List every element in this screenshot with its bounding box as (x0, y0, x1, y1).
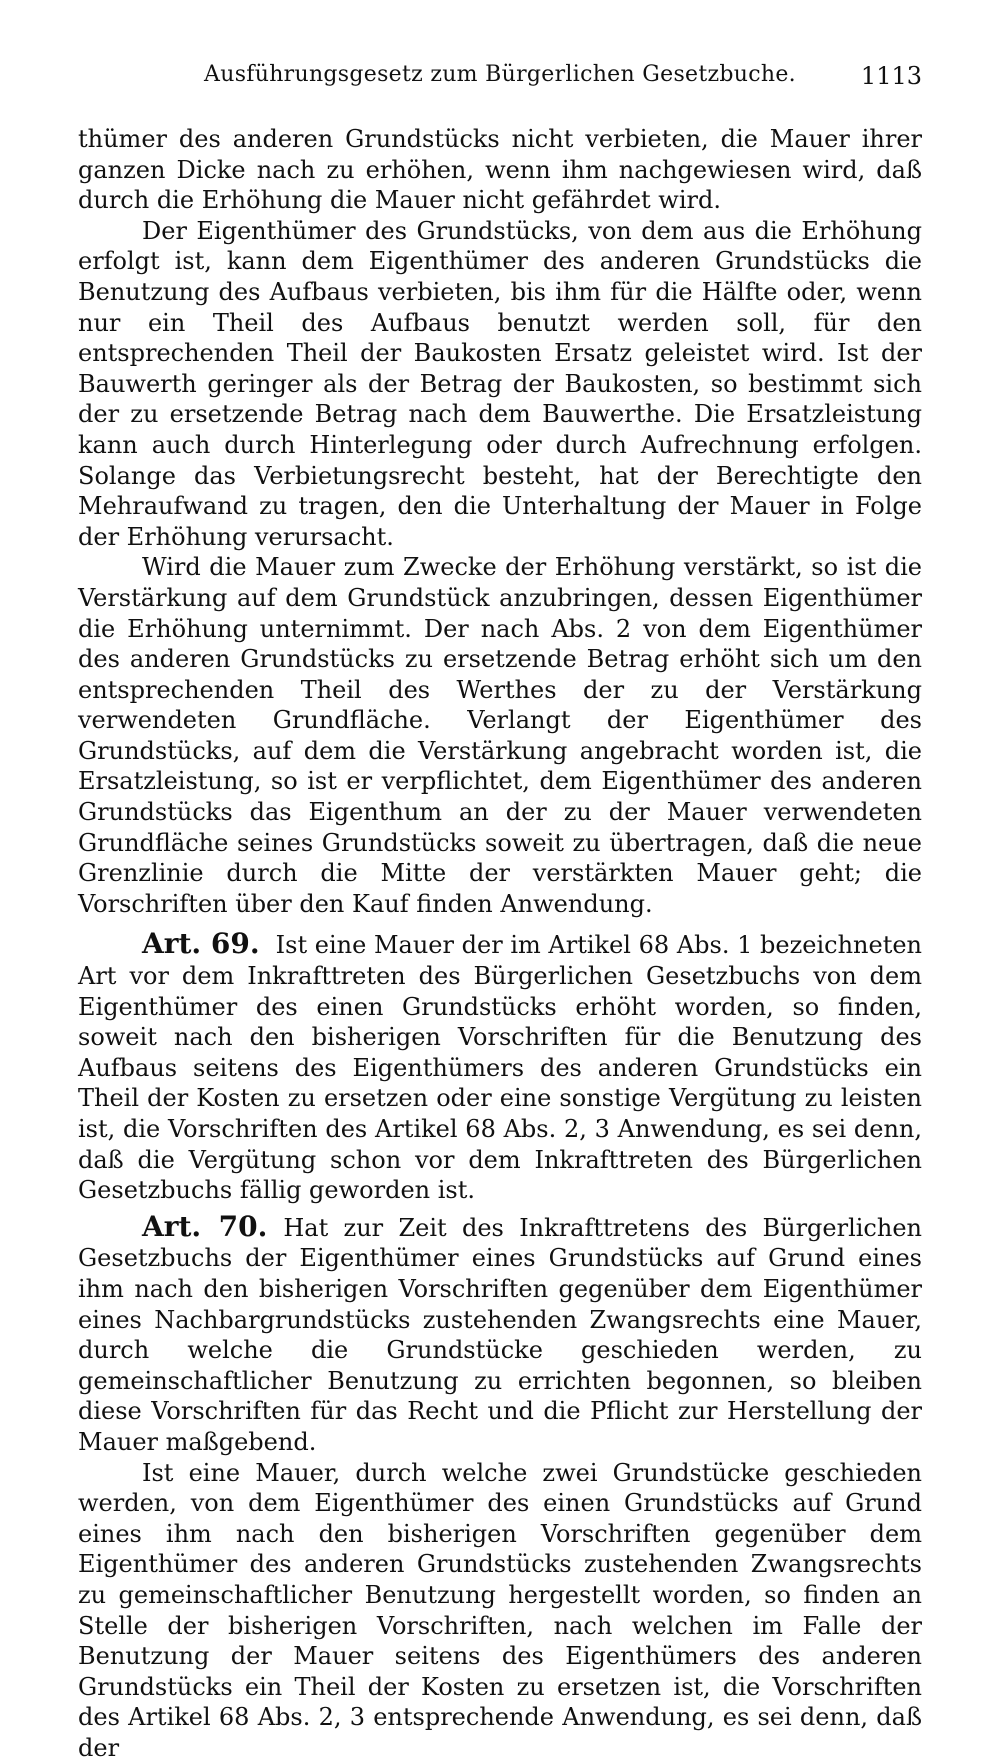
running-head (78, 62, 922, 96)
article-70 (78, 1209, 922, 1458)
body-text (78, 124, 922, 1763)
paragraph-continuation: thümer des anderen Grundstücks nicht verbieten, die Mauer ihrer ganzen Dicke nach zu erhöhen, wenn ihm nachgewiesen wird, daß durch die Erhöhung die Mauer nicht gefährdet wird. (78, 125, 922, 215)
page-number: 1113 (860, 62, 922, 90)
running-title: Ausführungsgesetz zum Bürgerlichen Gesetzbuche. (204, 62, 796, 87)
article-70-abs2: Ist eine Mauer, durch welche zwei Grundstücke geschieden werden, von dem Eigenthümer des einen Grundstücks auf Grund eines ihm nach den bisherigen Vorschriften gegenüber dem Eigenthümer des anderen Grundstücks zustehenden Zwangsrechts zu gemeinschaftlicher Benutzung hergestellt worden, so finden an Stelle der bisherigen Vorschriften, nach welchen im Falle der Benutzung der Mauer seitens des Eigenthümers des anderen Grundstücks ein Theil der Kosten zu ersetzen ist, die Vorschriften des Artikel 68 Abs. 2, 3 entsprechende Anwendung, es sei denn, daß der (78, 1458, 922, 1762)
article-70-text: Hat zur Zeit des Inkrafttretens des Bürgerlichen Gesetzbuchs der Eigenthümer eines Grundstücks auf Grund eines ihm nach den bisherigen Vorschriften gegenüber dem Eigenthümer eines Nachbargrundstücks zustehenden Zwangsrechts eine Mauer, durch welche die Grundstücke geschieden werden, zu gemeinschaftlicher Benutzung zu errichten begonnen, so bleiben diese Vorschriften für das Recht und die Pflicht zur Herstellung der Mauer maßgebend. (78, 1213, 922, 1456)
paragraph-art68-abs3: Wird die Mauer zum Zwecke der Erhöhung verstärkt, so ist die Verstärkung auf dem Grundstück anzubringen, dessen Eigenthümer die Erhöhung unternimmt. Der nach Abs. 2 von dem Eigenthümer des anderen Grundstücks zu ersetzende Betrag erhöht sich um den entsprechenden Theil des Werthes der zu der Verstärkung verwendeten Grundfläche. Verlangt der Eigenthümer des Grundstücks, auf dem die Verstärkung angebracht worden ist, die Ersatzleistung, so ist er verpflichtet, dem Eigenthümer des anderen Grundstücks das Eigenthum an der zu der Mauer verwendeten Grundfläche seines Grundstücks soweit zu übertragen, daß die neue Grenzlinie durch die Mitte der verstärkten Mauer geht; die Vorschriften über den Kauf finden Anwendung. (78, 553, 922, 918)
article-69-heading: Art. 69. (142, 927, 260, 961)
article-69 (78, 929, 922, 1205)
article-70-heading: Art. 70. (142, 1209, 268, 1243)
article-69-text: Ist eine Mauer der im Artikel 68 Abs. 1 bezeichneten Art vor dem Inkrafttreten des Bürgerlichen Gesetzbuchs von dem Eigenthümer des einen Grundstücks erhöht worden, so finden, soweit nach den bisherigen Vorschriften für die Benutzung des Aufbaus seitens des Eigenthümers des anderen Grundstücks ein Theil der Kosten zu ersetzen oder eine sonstige Vergütung zu leisten ist, die Vorschriften des Artikel 68 Abs. 2, 3 Anwendung, es sei denn, daß die Vergütung schon vor dem Inkrafttreten des Bürgerlichen Gesetzbuchs fällig geworden ist. (78, 931, 923, 1205)
paragraph-art68-abs2: Der Eigenthümer des Grundstücks, von dem aus die Erhöhung erfolgt ist, kann dem Eigenthümer des anderen Grundstücks die Benutzung des Aufbaus verbieten, bis ihm für die Hälfte oder, wenn nur ein Theil des Aufbaus benutzt werden soll, für den entsprechenden Theil der Baukosten Ersatz geleistet wird. Ist der Bauwerth geringer als der Betrag der Baukosten, so bestimmt sich der zu ersetzende Betrag nach dem Bauwerthe. Die Ersatzleistung kann auch durch Hinterlegung oder durch Aufrechnung erfolgen. Solange das Verbietungsrecht besteht, hat der Berechtigte den Mehraufwand zu tragen, den die Unterhaltung der Mauer in Folge der Erhöhung verursacht. (78, 216, 922, 551)
